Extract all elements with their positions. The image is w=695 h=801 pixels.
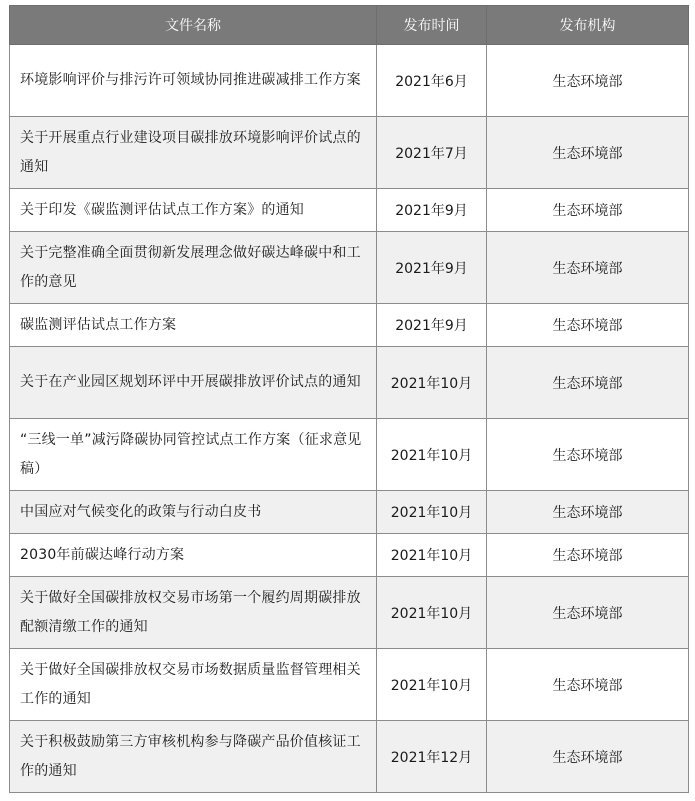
header-publishing-agency: 发布机构 [487,6,689,45]
publish-time-cell: 2021年10月 [377,534,487,577]
document-name-cell: 关于在产业园区规划环评中开展碳排放评价试点的通知 [10,347,377,419]
agency-cell: 生态环境部 [487,721,689,793]
table-row [10,347,689,419]
table-row [10,721,689,793]
publish-time-cell: 2021年7月 [377,117,487,189]
table-row [10,577,689,649]
table-row [10,649,689,721]
policy-documents-table [9,5,689,793]
agency-cell: 生态环境部 [487,117,689,189]
table-row [10,491,689,534]
table-row [10,304,689,347]
agency-cell: 生态环境部 [487,577,689,649]
publish-time-cell: 2021年10月 [377,347,487,419]
table-row [10,117,689,189]
document-name-cell: “三线一单”减污降碳协同管控试点工作方案（征求意见稿） [10,419,377,491]
agency-cell: 生态环境部 [487,45,689,117]
document-name-cell: 环境影响评价与排污许可领域协同推进碳减排工作方案 [10,45,377,117]
publish-time-cell: 2021年9月 [377,232,487,304]
agency-cell: 生态环境部 [487,534,689,577]
table-body [10,45,689,793]
header-publish-time: 发布时间 [377,6,487,45]
table-row [10,45,689,117]
table-header [10,6,689,45]
table-row [10,534,689,577]
document-name-cell: 关于印发《碳监测评估试点工作方案》的通知 [10,189,377,232]
document-name-cell: 关于做好全国碳排放权交易市场数据质量监督管理相关工作的通知 [10,649,377,721]
document-name-cell: 关于完整准确全面贯彻新发展理念做好碳达峰碳中和工作的意见 [10,232,377,304]
table-row [10,232,689,304]
document-name-cell: 关于开展重点行业建设项目碳排放环境影响评价试点的通知 [10,117,377,189]
publish-time-cell: 2021年6月 [377,45,487,117]
agency-cell: 生态环境部 [487,649,689,721]
table-row [10,419,689,491]
agency-cell: 生态环境部 [487,232,689,304]
document-name-cell: 关于做好全国碳排放权交易市场第一个履约周期碳排放配额清缴工作的通知 [10,577,377,649]
publish-time-cell: 2021年10月 [377,649,487,721]
publish-time-cell: 2021年10月 [377,577,487,649]
document-name-cell: 中国应对气候变化的政策与行动白皮书 [10,491,377,534]
publish-time-cell: 2021年9月 [377,304,487,347]
agency-cell: 生态环境部 [487,304,689,347]
table-row [10,189,689,232]
publish-time-cell: 2021年9月 [377,189,487,232]
agency-cell: 生态环境部 [487,189,689,232]
document-name-cell: 关于积极鼓励第三方审核机构参与降碳产品价值核证工作的通知 [10,721,377,793]
publish-time-cell: 2021年10月 [377,419,487,491]
publish-time-cell: 2021年12月 [377,721,487,793]
agency-cell: 生态环境部 [487,491,689,534]
document-name-cell: 碳监测评估试点工作方案 [10,304,377,347]
document-name-cell: 2030年前碳达峰行动方案 [10,534,377,577]
agency-cell: 生态环境部 [487,347,689,419]
publish-time-cell: 2021年10月 [377,491,487,534]
agency-cell: 生态环境部 [487,419,689,491]
header-document-name: 文件名称 [10,6,377,45]
